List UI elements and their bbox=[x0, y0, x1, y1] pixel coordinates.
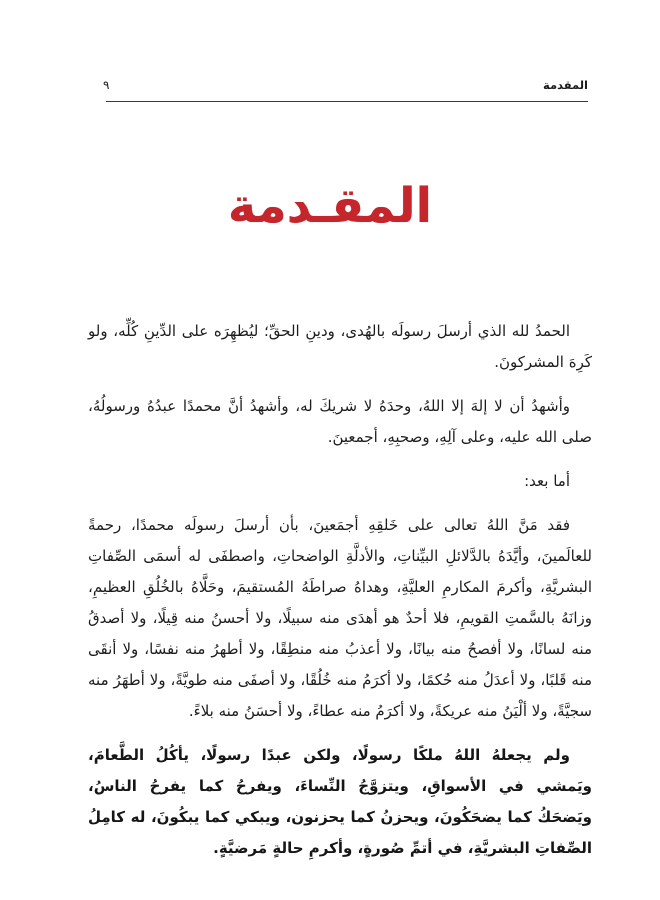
paragraph-closing: ولم يجعلهُ اللهُ ملكًا رسولًا، ولكن عبدًا رسولًا، يأكُلُ الطَّعامَ، ويَمشي في الأسواقِ، ويتزوَّجُ النِّساءَ، ويفرحُ كما يفرحُ الناسُ، ويَضحَكُ كما يضحَكُونَ، ويحزنُ كما يحزنون، ويبكي كما يبكُونَ، له كامِلُ الصِّفاتِ البشريَّةِ، في أتمِّ صُورةٍ، وأكرمِ حالةٍ مَرضيَّةٍ. bbox=[88, 746, 592, 857]
chapter-title: المقـدمة bbox=[227, 178, 433, 234]
body-text bbox=[88, 316, 592, 877]
paragraph-main: فقد مَنَّ اللهُ تعالى على خَلقِهِ أجمَعينَ، بأن أرسلَ رسولَه محمدًا، رحمةً للعالَمينَ، وأيَّدَهُ بالدَّلائلِ البيِّناتِ، والأدلَّةِ الواضحاتِ، واصطفَى له أسمَى الصِّفاتِ البشريَّةِ، وأكرمَ المكارمِ العليَّةِ، وهداهُ صراطَهُ المُستقيمَ، وحَلَّاهُ بالخُلُقِ العظيمِ، وزانَهُ بالسَّمتِ القويمِ، فلا أحدٌ هو أهدَى منه سبيلًا، ولا أحسنُ منه قِيلًا، ولا أصدقُ منه لسانًا، ولا أفصحُ منه بيانًا، ولا أعذبُ منه منطِقًا، ولا أطهرُ منه نفسًا، ولا أنقَى منه قَلبًا، ولا أعدَلُ منه حُكمًا، ولا أكرَمُ منه خُلُقًا، ولا أصفَى منه طويَّةً، ولا أطهَرُ منه سجيَّةً، ولا ألْيَنُ منه عريكةً، ولا أكرَمُ منه عطاءً، ولا أحسَنُ منه بلاءً. bbox=[88, 516, 592, 720]
paragraph-basmala-hamd: الحمدُ لله الذي أرسلَ رسولَه بالهُدى، ودينِ الحقِّ؛ ليُظهِرَه على الدِّينِ كُلِّه، ولو كَرِهَ المشركونَ. bbox=[88, 322, 592, 371]
paragraph-shahada: وأشهدُ أن لا إلهَ إلا اللهُ، وحدَهُ لا شريكَ له، وأشهدُ أنَّ محمدًا عبدُهُ ورسولُهُ، صلى الله عليه، وعلى آلِهِ، وصحبِهِ، أجمعينَ. bbox=[88, 397, 592, 446]
page-number: ٩ bbox=[103, 78, 110, 92]
header-rule bbox=[106, 101, 588, 102]
page-header bbox=[103, 78, 588, 92]
paragraph-amma-baad: أما بعد: bbox=[524, 472, 570, 490]
running-title: المقدمة bbox=[543, 78, 588, 92]
